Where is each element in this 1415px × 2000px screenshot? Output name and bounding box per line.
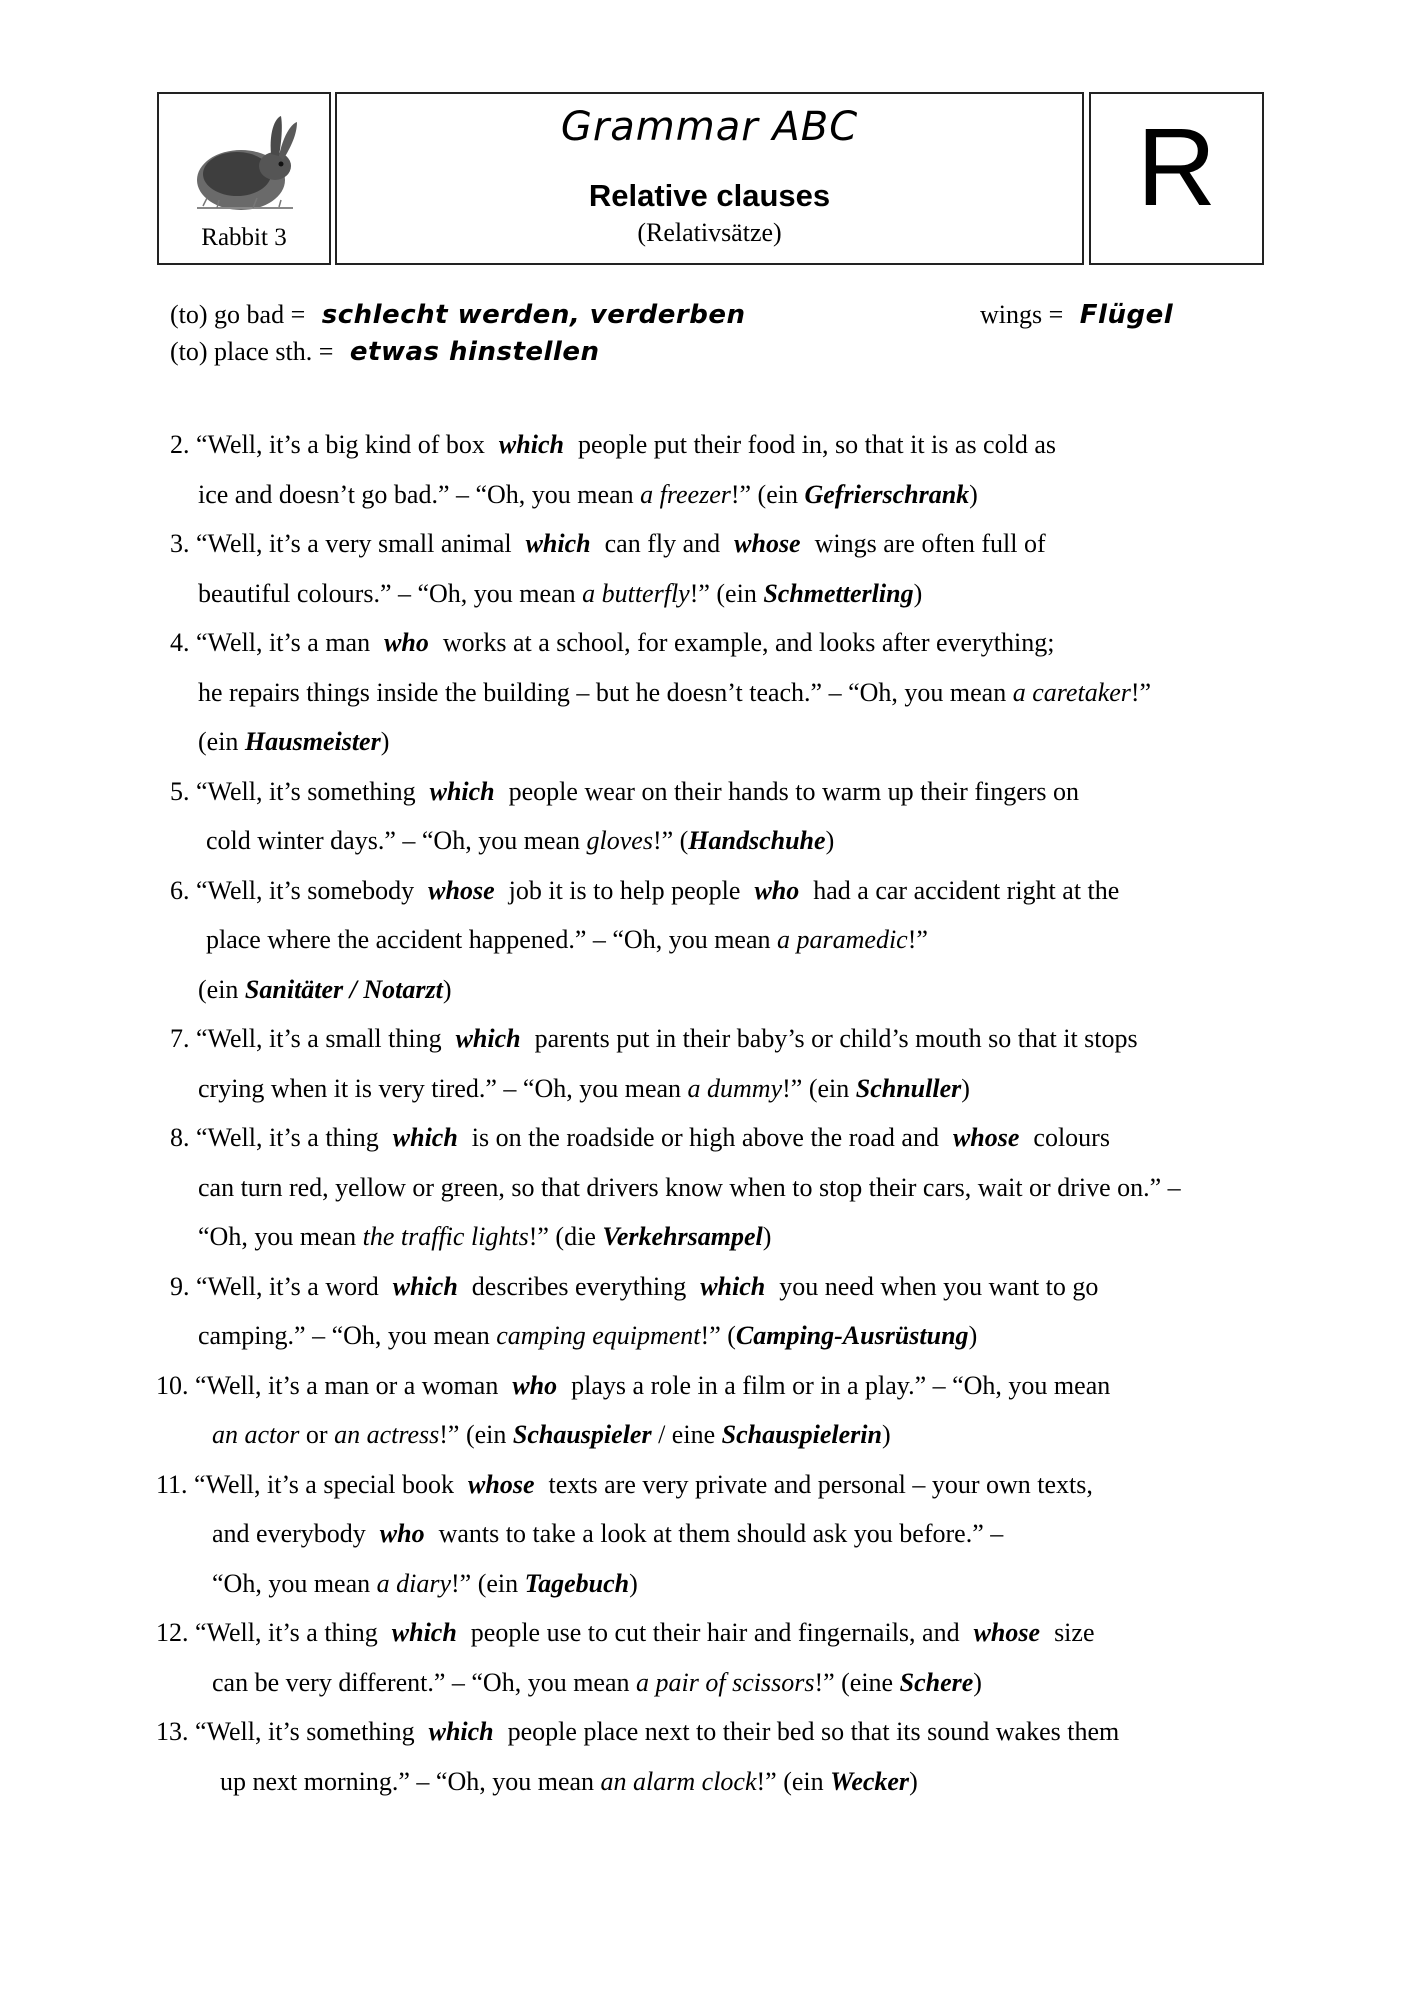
- sentence-text: had a car accident right at the: [813, 875, 1120, 905]
- relative-pronoun: who: [512, 1370, 558, 1400]
- sentence-text: works at a school, for example, and looks after everything;: [442, 628, 1055, 657]
- exercise-line: [156, 1361, 1290, 1411]
- sentence-text: (ein: [198, 974, 239, 1004]
- header-title-box: [335, 92, 1084, 265]
- sentence-text: 2. “Well, it’s a big kind of box: [170, 430, 485, 459]
- exercise-list: [156, 420, 1290, 1806]
- sentence-text: “Oh, you mean: [212, 1568, 371, 1598]
- exercise-line: [170, 1163, 1290, 1213]
- sentence-text: wings are often full of: [814, 529, 1046, 558]
- exercise-line: [170, 420, 1290, 470]
- exercise-line: [170, 1212, 1290, 1262]
- sentence-text: !” (ein: [730, 479, 798, 509]
- sentence-text: 9. “Well, it’s a word: [170, 1271, 379, 1301]
- vocab-german: etwas hinstellen: [349, 337, 600, 367]
- relative-pronoun: which: [455, 1024, 521, 1053]
- sentence-text: 6. “Well, it’s somebody: [170, 875, 415, 905]
- sentence-text: ice and doesn’t go bad.” – “Oh, you mean: [198, 479, 634, 509]
- german-translation: Camping-Ausrüstung: [735, 1321, 969, 1350]
- relative-pronoun: which: [525, 529, 591, 558]
- sentence-text: place where the accident happened.” – “Oh, you mean: [206, 925, 771, 954]
- sentence-text: plays a role in a film or in a play.” – “Oh, you mean: [571, 1370, 1111, 1400]
- answer-word: a pair of scissors: [636, 1667, 815, 1697]
- exercise-line: [170, 816, 1290, 866]
- german-translation: Schauspielerin: [721, 1420, 882, 1449]
- section-letter: R: [1136, 106, 1217, 229]
- answer-word: an alarm clock: [600, 1766, 757, 1796]
- sentence-text: !” (ein: [756, 1766, 824, 1796]
- german-translation: Hausmeister: [244, 727, 381, 756]
- sentence-text: 7. “Well, it’s a small thing: [170, 1024, 442, 1053]
- sentence-text: 8. “Well, it’s a thing: [170, 1123, 379, 1152]
- relative-pronoun: whose: [734, 529, 801, 558]
- sentence-text: colours: [1033, 1123, 1110, 1152]
- sentence-text: ): [762, 1222, 772, 1251]
- exercise-line: [170, 519, 1290, 569]
- german-translation: Verkehrsampel: [602, 1222, 763, 1251]
- german-translation: Sanitäter / Notarzt: [244, 974, 443, 1004]
- relative-pronoun: which: [392, 1271, 458, 1301]
- vocab-entry: [170, 300, 745, 330]
- answer-word: a dummy: [687, 1073, 783, 1103]
- sentence-text: or: [305, 1420, 328, 1449]
- german-translation: Handschuhe: [688, 826, 826, 855]
- answer-word: a diary: [376, 1568, 452, 1598]
- sentence-text: people put their food in, so that it is as cold as: [577, 430, 1056, 459]
- answer-word: gloves: [586, 826, 653, 855]
- exercise-line: [156, 1707, 1290, 1757]
- exercise-line: [170, 965, 1290, 1015]
- relative-pronoun: whose: [468, 1469, 535, 1499]
- sentence-text: 10. “Well, it’s a man or a woman: [156, 1370, 499, 1400]
- sentence-text: ): [380, 727, 390, 756]
- sentence-text: ): [442, 974, 452, 1004]
- relative-pronoun: who: [754, 875, 800, 905]
- header-letter-box: [1089, 92, 1264, 265]
- exercise-line: [156, 1460, 1290, 1510]
- sentence-text: is on the roadside or high above the road and: [471, 1123, 939, 1152]
- german-translation: Wecker: [830, 1766, 910, 1796]
- sentence-text: ): [629, 1568, 638, 1598]
- exercise-line: [170, 1064, 1290, 1114]
- exercise-line: [170, 1658, 1290, 1708]
- vocab-entry: [980, 300, 1173, 330]
- exercise-line: [170, 1509, 1290, 1559]
- sentence-text: ): [881, 1420, 891, 1449]
- sentence-text: / eine: [658, 1420, 716, 1449]
- sentence-text: cold winter days.” – “Oh, you mean: [206, 826, 581, 855]
- sentence-text: parents put in their baby’s or child’s mouth so that it stops: [534, 1024, 1138, 1053]
- rabbit-illustration: [183, 114, 307, 218]
- sentence-text: and everybody: [212, 1519, 366, 1548]
- german-translation: Tagebuch: [524, 1568, 630, 1598]
- sentence-text: !” (ein: [451, 1568, 519, 1598]
- relative-pronoun: which: [392, 1123, 458, 1152]
- sentence-text: ): [825, 826, 835, 855]
- answer-word: an actress: [334, 1420, 440, 1449]
- sentence-text: 4. “Well, it’s a man: [170, 628, 371, 657]
- relative-pronoun: who: [379, 1519, 425, 1548]
- answer-word: camping equipment: [496, 1321, 701, 1350]
- sentence-text: describes everything: [471, 1271, 687, 1301]
- german-translation: Gefrierschrank: [804, 479, 970, 509]
- answer-word: an actor: [212, 1420, 300, 1449]
- answer-word: a caretaker: [1012, 677, 1131, 707]
- vocab-english: (to) go bad =: [170, 300, 306, 329]
- vocab-english: wings =: [980, 300, 1064, 329]
- sentence-text: ): [913, 578, 923, 608]
- sentence-text: crying when it is very tired.” – “Oh, you mean: [198, 1073, 682, 1103]
- answer-word: a paramedic: [777, 925, 908, 954]
- sentence-text: job it is to help people: [508, 875, 741, 905]
- exercise-line: [170, 1410, 1290, 1460]
- sentence-text: ): [969, 479, 978, 509]
- sentence-text: 13. “Well, it’s something: [156, 1717, 415, 1746]
- sentence-text: people wear on their hands to warm up their fingers on: [508, 776, 1080, 806]
- sentence-text: texts are very private and personal – your own texts,: [548, 1469, 1093, 1499]
- exercise-line: [170, 1014, 1290, 1064]
- sentence-text: beautiful colours.” – “Oh, you mean: [198, 578, 576, 608]
- answer-word: a freezer: [640, 479, 731, 509]
- sentence-text: 3. “Well, it’s a very small animal: [170, 529, 512, 558]
- exercise-line: [170, 866, 1290, 916]
- relative-pronoun: which: [498, 430, 564, 459]
- sentence-text: size: [1054, 1618, 1095, 1647]
- sentence-text: !” (ein: [689, 578, 757, 608]
- sentence-text: 5. “Well, it’s something: [170, 776, 416, 806]
- sentence-text: can be very different.” – “Oh, you mean: [212, 1667, 630, 1697]
- exercise-line: [170, 1757, 1290, 1807]
- relative-pronoun: which: [391, 1618, 457, 1647]
- relative-pronoun: which: [428, 1717, 494, 1746]
- exercise-line: [170, 668, 1290, 718]
- sentence-text: ): [909, 1766, 918, 1796]
- sentence-text: can fly and: [604, 529, 721, 558]
- sentence-text: people use to cut their hair and fingernails, and: [470, 1618, 960, 1647]
- exercise-line: [156, 1608, 1290, 1658]
- sentence-text: !” (ein: [782, 1073, 850, 1103]
- exercise-line: [170, 717, 1290, 767]
- page-subtitle-german: (Relativsätze): [637, 218, 782, 247]
- relative-pronoun: whose: [973, 1618, 1041, 1647]
- sentence-text: camping.” – “Oh, you mean: [198, 1321, 490, 1350]
- german-translation: Schauspieler: [512, 1420, 652, 1449]
- sentence-text: (ein: [198, 727, 239, 756]
- german-translation: Schnuller: [855, 1073, 962, 1103]
- exercise-line: [170, 767, 1290, 817]
- german-translation: Schere: [899, 1667, 974, 1697]
- exercise-line: [170, 1311, 1290, 1361]
- sentence-text: !” (: [700, 1321, 736, 1350]
- vocab-german: schlecht werden, verderben: [321, 300, 746, 330]
- relative-pronoun: whose: [428, 875, 495, 905]
- german-translation: Schmetterling: [763, 578, 914, 608]
- sentence-text: people place next to their bed so that its sound wakes them: [507, 1717, 1120, 1746]
- exercise-line: [170, 1262, 1290, 1312]
- sentence-text: !” (: [652, 826, 689, 855]
- exercise-line: [170, 1113, 1290, 1163]
- sentence-text: can turn red, yellow or green, so that drivers know when to stop their cars, wait or drive on.” –: [198, 1172, 1181, 1202]
- vocab-german: Flügel: [1079, 300, 1174, 330]
- sentence-text: !” (ein: [439, 1420, 507, 1449]
- header-image-box: [157, 92, 331, 265]
- sentence-text: !”: [907, 925, 928, 954]
- sentence-text: 11. “Well, it’s a special book: [156, 1469, 455, 1499]
- sentence-text: !” (eine: [814, 1667, 894, 1697]
- exercise-line: [170, 569, 1290, 619]
- sentence-text: 12. “Well, it’s a thing: [156, 1618, 378, 1647]
- sentence-text: !” (die: [528, 1222, 596, 1251]
- exercise-line: [170, 915, 1290, 965]
- exercise-line: [170, 618, 1290, 668]
- vocab-english: (to) place sth. =: [170, 337, 334, 366]
- sentence-text: ): [961, 1073, 970, 1103]
- image-caption: Rabbit 3: [201, 224, 287, 251]
- sentence-text: “Oh, you mean: [198, 1222, 357, 1251]
- sentence-text: up next morning.” – “Oh, you mean: [220, 1766, 595, 1796]
- exercise-line: [170, 1559, 1290, 1609]
- relative-pronoun: which: [429, 776, 495, 806]
- sentence-text: he repairs things inside the building – but he doesn’t teach.” – “Oh, you mean: [198, 677, 1007, 707]
- answer-word: a butterfly: [582, 578, 690, 608]
- sentence-text: !”: [1130, 677, 1152, 707]
- sentence-text: you need when you want to go: [779, 1271, 1099, 1301]
- relative-pronoun: whose: [952, 1123, 1020, 1152]
- page-subtitle: Relative clauses: [588, 178, 831, 213]
- sentence-text: wants to take a look at them should ask you before.” –: [438, 1519, 1004, 1548]
- vocab-entry: [170, 337, 599, 367]
- exercise-line: [170, 470, 1290, 520]
- answer-word: the traffic lights: [362, 1222, 529, 1251]
- relative-pronoun: who: [384, 628, 429, 657]
- sentence-text: ): [973, 1667, 982, 1697]
- page-title: Grammar ABC: [560, 104, 859, 150]
- sentence-text: ): [968, 1321, 978, 1350]
- relative-pronoun: which: [700, 1271, 766, 1301]
